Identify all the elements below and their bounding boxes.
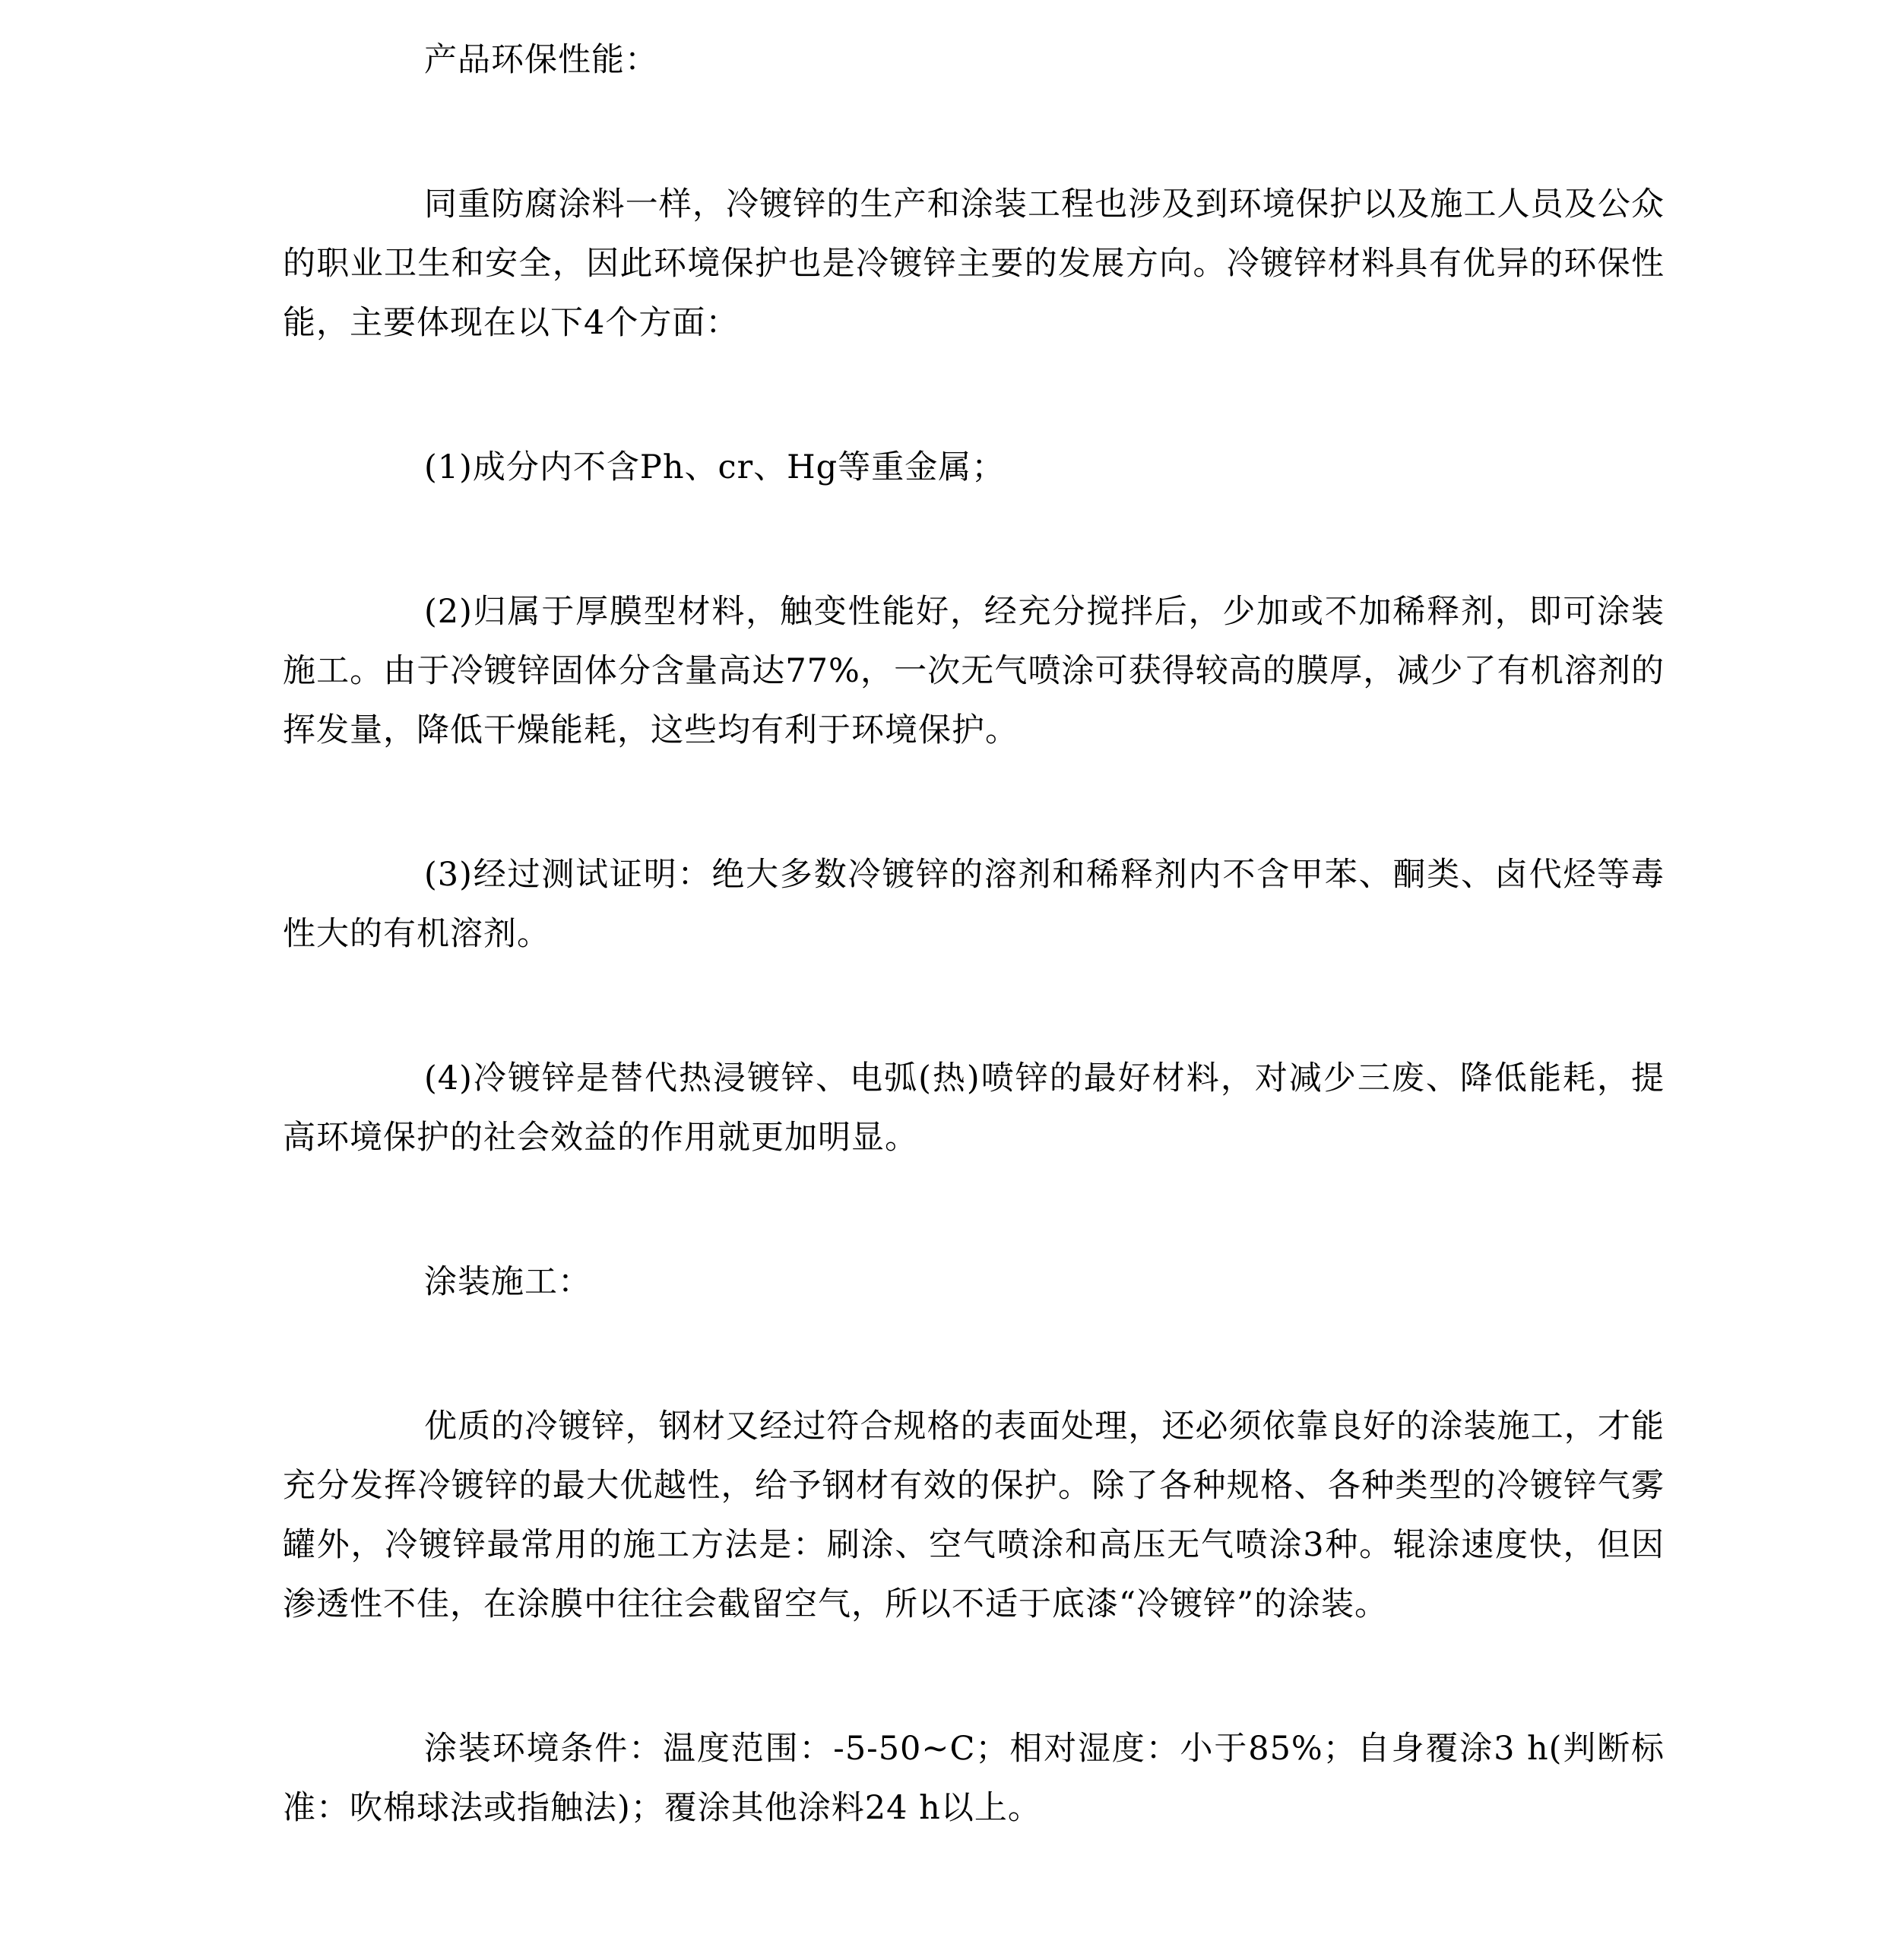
paragraph-intro: 同重防腐涂料一样，冷镀锌的生产和涂装工程也涉及到环境保护以及施工人员及公众的职业卫生和安全，因此环境保护也是冷镀锌主要的发展方向。冷镀锌材料具有优异的环保性能，主要体现在以下4个方面： — [283, 185, 1665, 342]
paragraph-point-1: (1)成分内不含Ph、cr、Hg等重金属； — [424, 448, 1006, 486]
section-heading-coating-application: 涂装施工： — [424, 1263, 591, 1301]
section-heading-environmental-performance: 产品环保性能： — [424, 41, 658, 79]
paragraph-point-3: (3)经过测试证明：绝大多数冷镀锌的溶剂和稀释剂内不含甲苯、酮类、卤代烃等毒性大的有机溶剂。 — [283, 856, 1665, 953]
paragraph-environment-conditions: 涂装环境条件：温度范围：-5-50~C；相对湿度：小于85%；自身覆涂3 h(判断标准：吹棉球法或指触法)；覆涂其他涂料24 h以上。 — [283, 1730, 1665, 1827]
paragraph-point-2: (2)归属于厚膜型材料，触变性能好，经充分搅拌后，少加或不加稀释剂，即可涂装施工。由于冷镀锌固体分含量高达77%，一次无气喷涂可获得较高的膜厚，减少了有机溶剂的挥发量，降低干燥能耗，这些均有利于环境保护。 — [283, 593, 1665, 749]
paragraph-point-4: (4)冷镀锌是替代热浸镀锌、电弧(热)喷锌的最好材料，对减少三废、降低能耗，提高环境保护的社会效益的作用就更加明显。 — [283, 1059, 1665, 1157]
paragraph-application-methods: 优质的冷镀锌，钢材又经过符合规格的表面处理，还必须依靠良好的涂装施工，才能充分发挥冷镀锌的最大优越性，给予钢材有效的保护。除了各种规格、各种类型的冷镀锌气雾罐外，冷镀锌最常用的施工方法是：刷涂、空气喷涂和高压无气喷涂3种。辊涂速度快，但因渗透性不佳，在涂膜中往往会截留空气，所以不适于底漆“冷镀锌”的涂装。 — [283, 1407, 1665, 1623]
